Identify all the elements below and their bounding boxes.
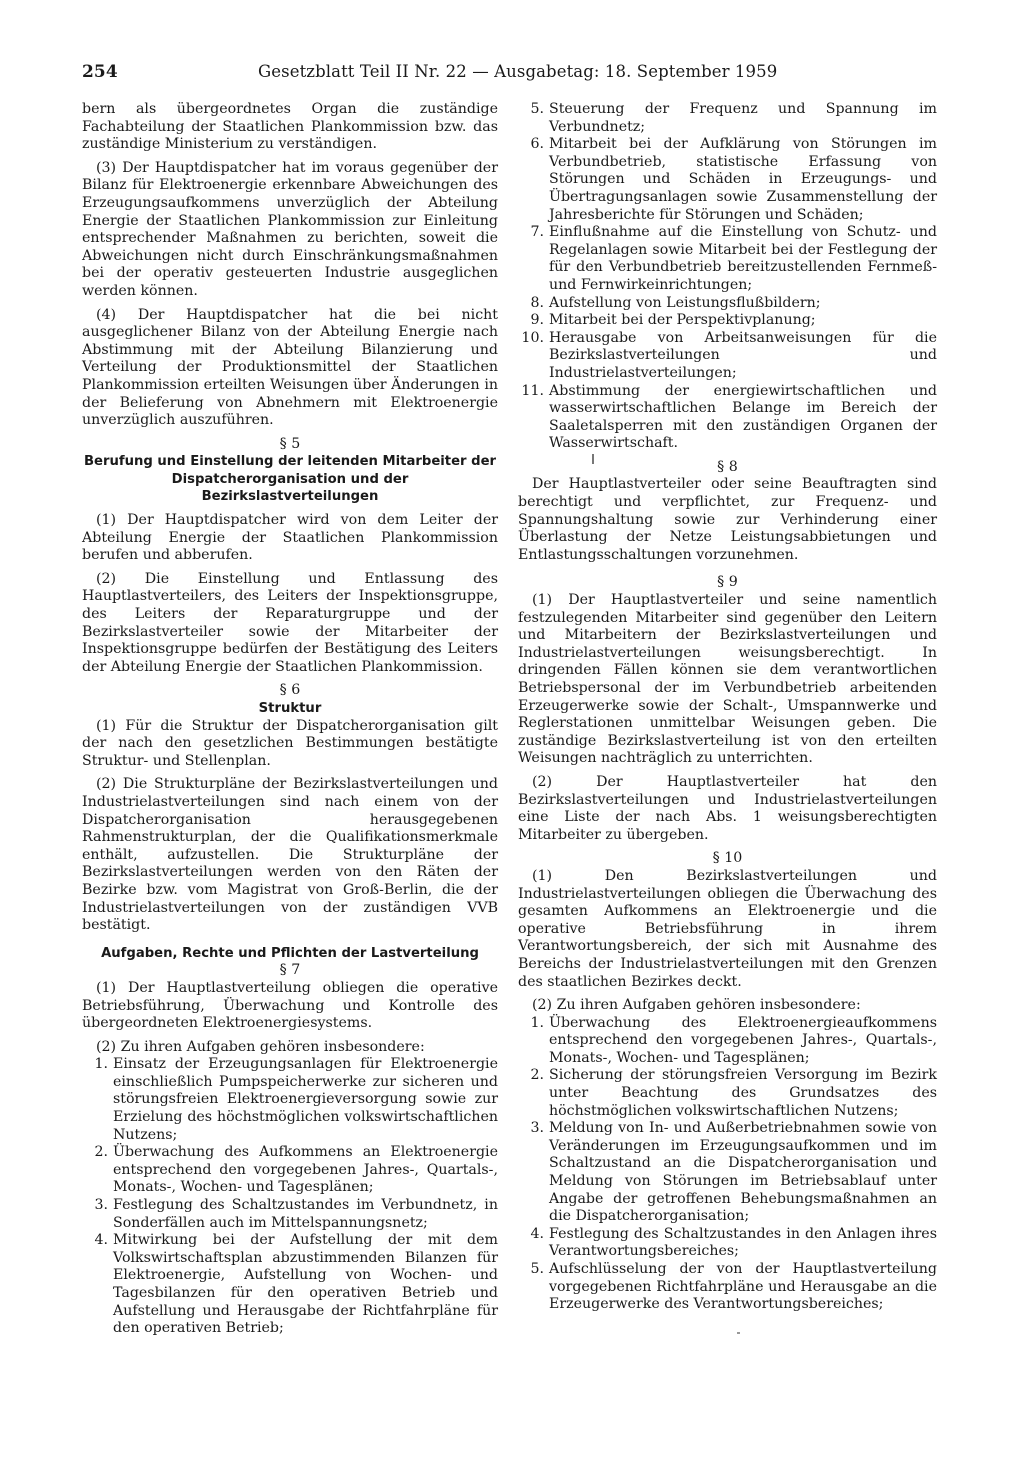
list-text: Sicherung der störungsfreien Versorgung im Bezirk unter Beachtung des Grundsatzes des höchstmöglichen volkswirtschaftlichen Nutzens;: [549, 1067, 937, 1119]
list-item: [82, 1056, 498, 1144]
list-item: [518, 312, 937, 330]
scan-artifact-dot: [737, 1332, 740, 1334]
paragraph: (1) Der Hauptlastverteilung obliegen die operative Betriebsführung, Überwachung und Kontrolle des übergeordneten Elektroenergiesystems.: [82, 979, 498, 1032]
paragraph: (2) Der Hauptlastverteiler hat den Bezirkslastverteilungen und Industrielastverteilungen eine Liste der nach Abs. 1 weisungsberechtigten Mitarbeiter zu übergeben.: [518, 773, 937, 843]
paragraph: (3) Der Hauptdispatcher hat im voraus gegenüber der Bilanz für Elektroenergie erkennbare Abweichungen des Erzeugungsaufkommens unverzüglich der Abteilung Energie der Staatlichen Plankommission zur Einleitung entsprechender Maßnahmen zu berichten, soweit die Abweichungen nicht durch Einschränkungsmaßnahmen bei der operativ gesteuerten Industrie ausgeglichen werden können.: [82, 159, 498, 299]
list-item: [82, 1197, 498, 1232]
list-item: [518, 101, 937, 136]
running-title: Gesetzblatt Teil II Nr. 22 — Ausgabetag: 18. September 1959: [258, 62, 778, 81]
list-number: 1.: [94, 1056, 108, 1073]
section-number-8: § 8: [717, 458, 738, 475]
numbered-list-s7-continued: [518, 101, 937, 453]
list-number: 4.: [530, 1225, 544, 1242]
paragraph: (2) Die Strukturpläne der Bezirkslastverteilungen und Industrielastverteilungen sind nach einem von der Dispatcherorganisation herausgegebenen Rahmenstrukturplan, der die Qualifikationsmerkmale enthält, aufzustellen. Die Strukturpläne der Bezirkslastverteilungen werden von den Räten der Bezirke bzw. vom Magistrat von Groß-Berlin, die der Industrielastverteilungen von der zuständigen VVB bestätigt.: [82, 776, 498, 934]
list-item: [518, 1120, 937, 1226]
list-text: Abstimmung der energiewirtschaftlichen und wasserwirtschaftlichen Belange im Bereich der Saaletalsperren mit den zuständigen Organen der Wasserwirtschaft.: [549, 382, 937, 452]
list-text: Aufschlüsselung der von der Hauptlastverteilung vorgegebenen Richtfahrpläne und Herausgabe an die Erzeugerwerke des Verantwortungsbereiches;: [549, 1261, 937, 1313]
paragraph: (1) Der Hauptdispatcher wird von dem Leiter der Abteilung Energie der Staatlichen Plankommission berufen und abberufen.: [82, 512, 498, 564]
section-number-5: § 5: [279, 435, 301, 452]
list-number: 2.: [530, 1067, 544, 1084]
list-number: 10.: [521, 329, 544, 346]
list-number: 6.: [530, 136, 544, 153]
section-heading-5: Berufung und Einstellung der leitenden Mitarbeiter der Dispatcherorganisation und der Bezirkslastverteilungen: [83, 454, 497, 505]
list-text: Aufstellung von Leistungsflußbildern;: [549, 294, 821, 311]
numbered-list-s10: [518, 1015, 937, 1314]
part-heading: Aufgaben, Rechte und Pflichten der Lastverteilung: [101, 945, 479, 961]
list-text: Steuerung der Frequenz und Spannung im Verbundnetz;: [549, 101, 937, 135]
list-text: Festlegung des Schaltzustandes im Verbundnetz, in Sonderfällen auch im Mittelspannungsnetz;: [113, 1197, 498, 1231]
list-text: Mitwirkung bei der Aufstellung der mit dem Volkswirtschaftsplan abzustimmenden Bilanzen für Elektroenergie, Aufstellung von Wochen- und Tagesbilanzen für den operativen Betrieb und Aufstellung und Herausgabe der Richtfahrpläne für den operativen Betrieb;: [113, 1232, 498, 1337]
list-number: 2.: [94, 1144, 108, 1161]
list-text: Meldung von In- und Außerbetriebnahmen sowie von Veränderungen im Erzeugungsaufkommen und im Schaltzustand an die Dispatcherorganisation und Meldung von Störungen im Betriebsablauf unter Angabe der getroffenen Behebungsmaßnahmen an die Dispatcherorganisation;: [549, 1120, 937, 1225]
paragraph: (2) Zu ihren Aufgaben gehören insbesondere:: [96, 1038, 425, 1055]
list-text: Überwachung des Elektroenergieaufkommens entsprechend den vorgegebenen Jahres-, Quartals-, Monats-, Wochen- und Tagesplänen;: [549, 1014, 937, 1066]
list-number: 1.: [530, 1014, 544, 1031]
list-text: Einflußnahme auf die Einstellung von Schutz- und Regelanlagen sowie Mitarbeit bei der Festlegung der für den Verbundbetrieb bereitzustellenden Fernmeß- und Fernwirkeinrichtungen;: [549, 224, 937, 293]
list-item: [518, 1067, 937, 1120]
list-number: 3.: [94, 1197, 108, 1214]
list-item: [518, 1015, 937, 1068]
paragraph: Der Hauptlastverteiler oder seine Beauftragten sind berechtigt und verpflichtet, zur Frequenz- und Spannungshaltung sowie zur Verhinderung einer Überlastung der Netze Leistungsabbietungen und Entlastungsschaltungen vorzunehmen.: [518, 476, 937, 563]
list-number: 9.: [530, 312, 544, 329]
paragraph: (2) Zu ihren Aufgaben gehören insbesondere:: [532, 997, 861, 1014]
paragraph: bern als übergeordnetes Organ die zuständige Fachabteilung der Staatlichen Plankommission bzw. das zuständige Ministerium zu verständigen.: [82, 101, 498, 153]
paragraph: (2) Die Einstellung und Entlassung des Hauptlastverteilers, des Leiters der Inspektionsgruppe, des Leiters der Reparaturgruppe und der Bezirkslastverteiler sowie der Mitarbeiter der Inspektionsgruppe bedürfen der Bestätigung des Leiters der Abteilung Energie der Staatlichen Plankommission.: [82, 570, 498, 675]
left-column: [82, 101, 498, 1338]
list-text: Festlegung des Schaltzustandes in den Anlagen ihres Verantwortungsbereiches;: [549, 1225, 937, 1260]
list-item: [82, 1232, 498, 1338]
numbered-list-s7: [82, 1056, 498, 1338]
paragraph: (1) Für die Struktur der Dispatcherorganisation gilt der nach den gesetzlichen Bestimmungen bestätigte Struktur- und Stellenplan.: [82, 717, 498, 769]
list-item: [518, 1261, 937, 1314]
page-number: 254: [82, 62, 118, 82]
section-number-10: § 10: [712, 850, 743, 867]
section-number-7: § 7: [279, 962, 301, 979]
paragraph: (1) Der Hauptlastverteiler und seine namentlich festzulegenden Mitarbeiter sind gegenüber den Leitern und Mitarbeitern der Bezirkslastverteilungen und Industrielastverteilungen weisungsberechtigt. In dringenden Fällen können sie dem verantwortlichen Betriebspersonal der im Verbundbetrieb arbeitenden Erzeugerwerke sowie der Schalt-, Umspannwerke und Reglerstationen unmittelbar Weisungen geben. Die zuständige Bezirkslastverteilung ist von den erteilten Weisungen nachträglich zu unterrichten.: [518, 592, 937, 767]
section-heading-6: Struktur: [258, 701, 322, 716]
list-number: 4.: [94, 1232, 108, 1249]
list-text: Überwachung des Aufkommens an Elektroenergie entsprechend den vorgegebenen Jahres-, Quartals-, Monats-, Wochen- und Tagesplänen;: [113, 1144, 498, 1196]
list-item: [82, 1144, 498, 1197]
page-header: [82, 62, 942, 90]
list-number: 5.: [530, 101, 544, 117]
list-item: [518, 224, 937, 294]
paragraph: (1) Den Bezirkslastverteilungen und Industrielastverteilungen obliegen die Überwachung des gesamten Aufkommens an Elektroenergie und die operative Betriebsführung in ihrem Verantwortungsbereich, der sich mit Ausnahme des Bereichs der Industrielastverteilungen mit den Grenzen des staatlichen Bezirkes deckt.: [518, 867, 937, 990]
list-text: Mitarbeit bei der Aufklärung von Störungen im Verbundbetrieb, statistische Erfassung von Störungen und Schäden in Erzeugungs- und Übertragungsanlagen sowie Zusammenstellung der Jahresberichte für Störungen und Schäden;: [549, 136, 937, 223]
list-item: [518, 136, 937, 224]
list-number: 8.: [530, 294, 544, 311]
scan-artifact-mark: [592, 454, 594, 464]
list-text: Mitarbeit bei der Perspektivplanung;: [549, 312, 816, 329]
section-number-9: § 9: [717, 574, 738, 591]
list-text: Einsatz der Erzeugungsanlagen für Elektroenergie einschließlich Pumpspeicherwerke zur sicheren und störungsfreien Elektroenergieversorgung sowie zur Erzielung des höchstmöglichen volkswirtschaftlichen Nutzens;: [113, 1056, 498, 1143]
list-number: 7.: [530, 224, 544, 241]
paragraph: (4) Der Hauptdispatcher hat die bei nicht ausgeglichener Bilanz von der Abteilung Energie nach Abstimmung mit der Abteilung Bilanzierung und Verteilung der Produktionsmittel der Staatlichen Plankommission erteilten Weisungen über Änderungen in der Belieferung von Abnehmern mit Elektroenergie unverzüglich auszuführen.: [82, 306, 498, 429]
right-column: [518, 101, 937, 1314]
list-number: 11.: [521, 382, 544, 399]
list-item: [518, 330, 937, 383]
list-text: Herausgabe von Arbeitsanweisungen für die Bezirkslastverteilungen und Industrielastverteilungen;: [549, 329, 937, 381]
list-number: 3.: [530, 1120, 544, 1137]
list-item: [518, 383, 937, 453]
list-item: [518, 1226, 937, 1261]
list-item: [518, 295, 937, 313]
list-number: 5.: [530, 1261, 544, 1277]
section-number-6: § 6: [279, 682, 301, 699]
